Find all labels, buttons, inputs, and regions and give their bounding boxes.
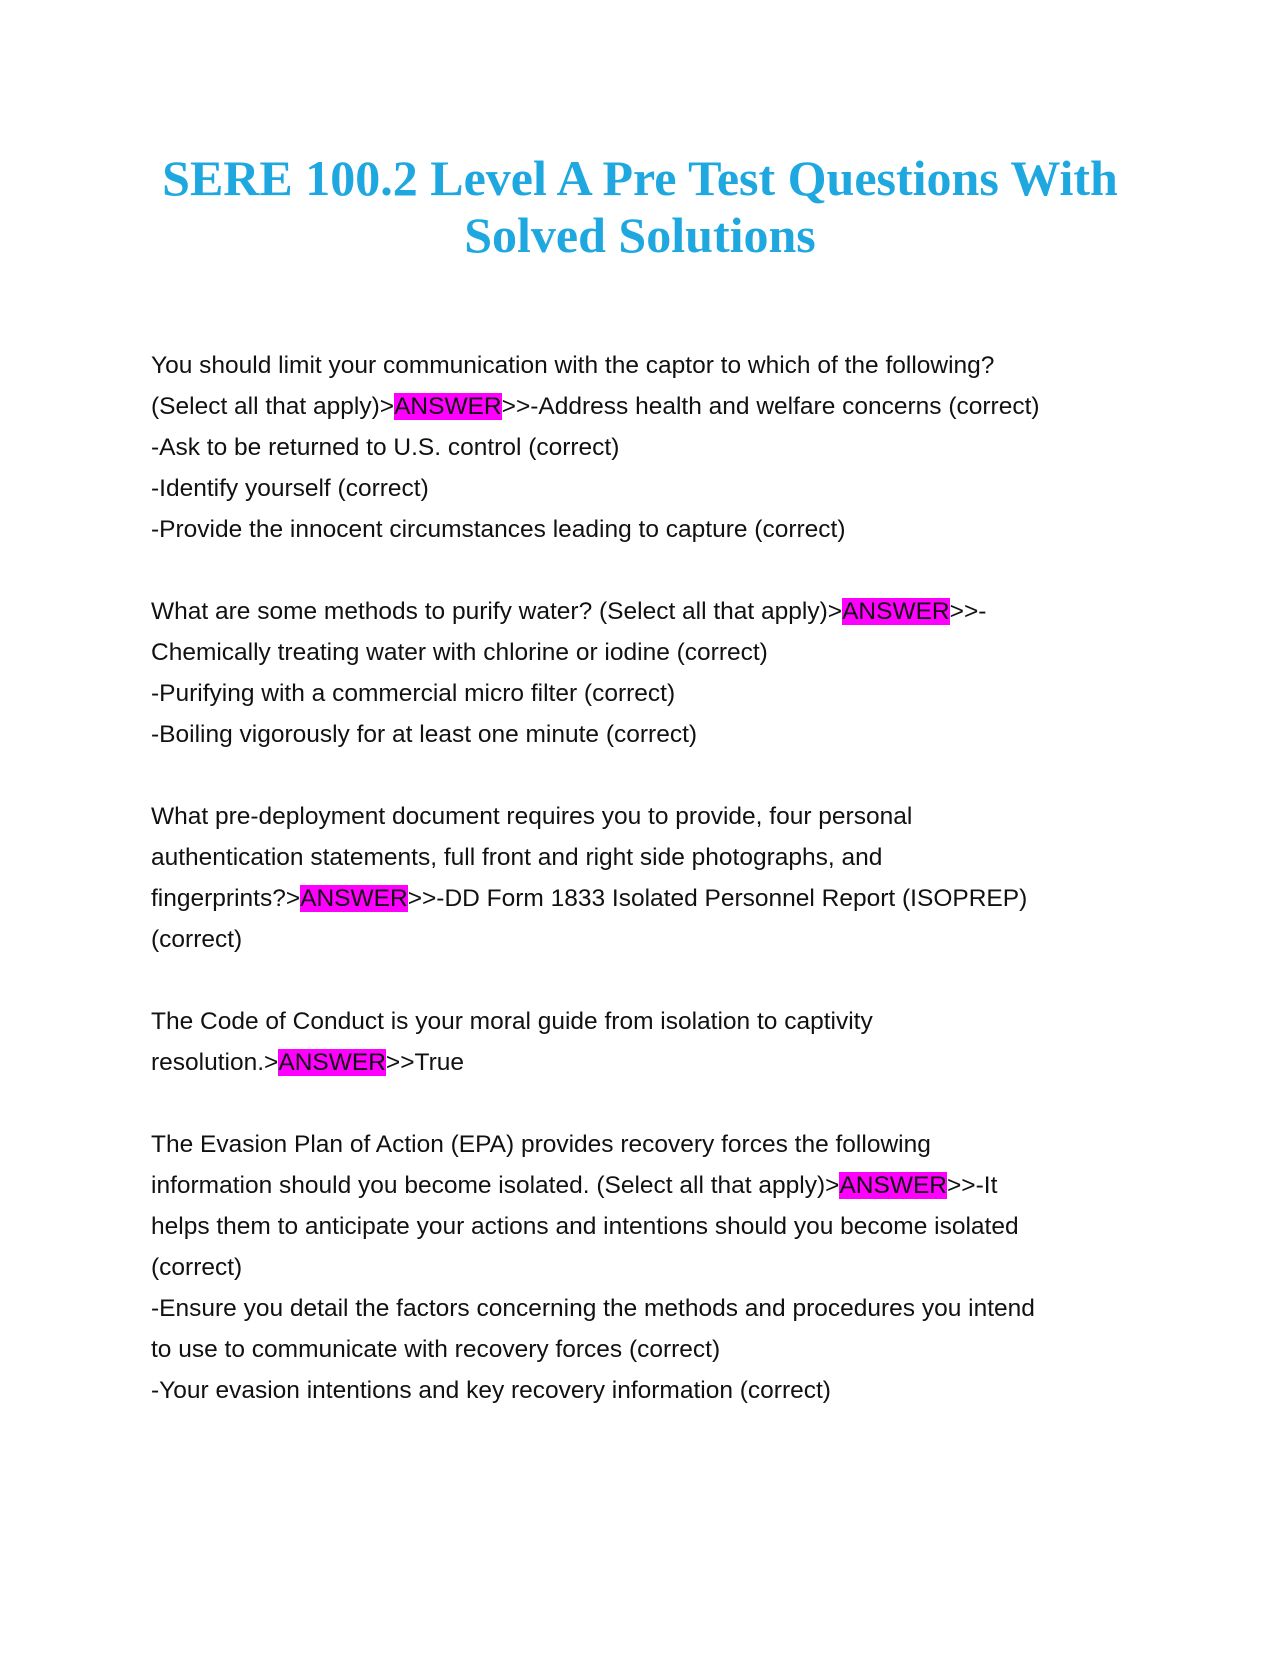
answer-text: >>-Address health and welfare concerns (correct)	[501, 393, 1040, 420]
answer-option: -Ensure you detail the factors concerning the methods and procedures you intend	[151, 1295, 1035, 1322]
question-block	[151, 591, 1151, 755]
answer-option: -Ask to be returned to U.S. control (correct)	[151, 434, 620, 461]
question-block	[151, 1124, 1151, 1411]
question-text-tail: (Select all that apply)>	[151, 393, 395, 420]
answer-option: helps them to anticipate your actions and intentions should you become isolated	[151, 1213, 1019, 1240]
question-text-tail: fingerprints?>	[151, 885, 301, 912]
title-line: SERE 100.2 Level A Pre Test Questions With	[162, 150, 1118, 206]
question-text: authentication statements, full front and right side photographs, and	[151, 844, 883, 871]
question-block	[151, 345, 1151, 550]
paragraph-gap	[151, 550, 1151, 591]
answer-option: -Identify yourself (correct)	[151, 475, 429, 502]
question-block	[151, 796, 1151, 960]
question-answer-line	[151, 591, 1151, 632]
answer-option: (correct)	[151, 926, 243, 953]
answer-highlight: ANSWER	[394, 393, 502, 420]
answer-highlight: ANSWER	[300, 885, 408, 912]
question-text-tail: resolution.>	[151, 1049, 279, 1076]
answer-option: (correct)	[151, 1254, 243, 1281]
question-text: The Evasion Plan of Action (EPA) provides recovery forces the following	[151, 1131, 931, 1158]
answer-option: Chemically treating water with chlorine or iodine (correct)	[151, 639, 768, 666]
answer-text: >>-	[949, 598, 987, 625]
answer-text: >>-DD Form 1833 Isolated Personnel Report (ISOPREP)	[407, 885, 1028, 912]
paragraph-gap	[151, 1083, 1151, 1124]
answer-highlight: ANSWER	[839, 1172, 947, 1199]
question-answer-line	[151, 386, 1151, 427]
answer-option: to use to communicate with recovery forces (correct)	[151, 1336, 721, 1363]
answer-option: -Provide the innocent circumstances leading to capture (correct)	[151, 516, 846, 543]
answer-text: >>-It	[946, 1172, 998, 1199]
answer-option: -Boiling vigorously for at least one minute (correct)	[151, 721, 698, 748]
paragraph-gap	[151, 755, 1151, 796]
answer-highlight: ANSWER	[842, 598, 950, 625]
question-answer-line	[151, 878, 1151, 919]
document-title	[100, 150, 1180, 264]
title-line: Solved Solutions	[464, 207, 816, 263]
answer-option: -Your evasion intentions and key recovery information (correct)	[151, 1377, 831, 1404]
answer-highlight: ANSWER	[278, 1049, 386, 1076]
question-block	[151, 1001, 1151, 1083]
paragraph-gap	[151, 960, 1151, 1001]
answer-text: >>True	[385, 1049, 464, 1076]
question-text: What pre-deployment document requires you to provide, four personal	[151, 803, 913, 830]
answer-option: -Purifying with a commercial micro filter (correct)	[151, 680, 676, 707]
question-text: You should limit your communication with the captor to which of the following?	[151, 352, 995, 379]
question-text-tail: information should you become isolated. (Select all that apply)>	[151, 1172, 840, 1199]
question-answer-line	[151, 1165, 1151, 1206]
question-text: The Code of Conduct is your moral guide from isolation to captivity	[151, 1008, 873, 1035]
question-text: What are some methods to purify water? (Select all that apply)>	[151, 598, 843, 625]
question-answer-line	[151, 1042, 1151, 1083]
document-body	[151, 345, 1151, 1411]
